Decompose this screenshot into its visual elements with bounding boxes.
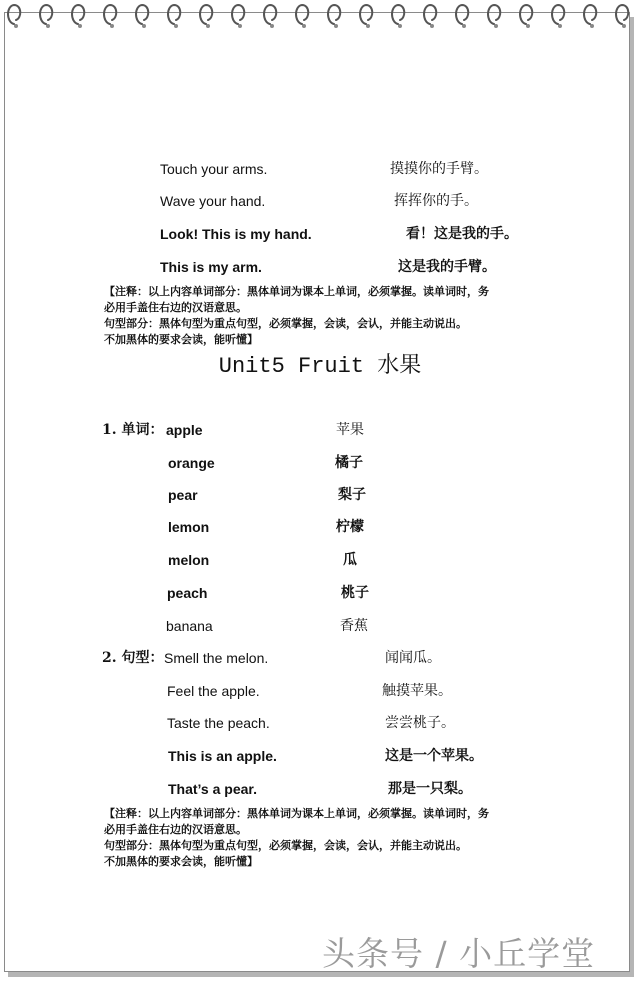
note-line: 不加黑体的要求会读，能听懂】 (104, 855, 258, 868)
sentence-en: Taste the peach. (167, 715, 270, 731)
sentence-en: Smell the melon. (164, 650, 269, 666)
phrase-en: Wave your hand. (160, 193, 266, 209)
word-en: orange (168, 455, 215, 471)
phrase-en: Touch your arms. (160, 161, 268, 177)
sentence-zh: 闻闻瓜。 (385, 650, 441, 666)
phrase-zh: 挥挥你的手。 (394, 193, 478, 209)
word-zh: 香蕉 (340, 618, 368, 634)
word-zh: 橘子 (335, 455, 363, 471)
sentence-zh: 触摸苹果。 (382, 683, 452, 699)
sentence-en: This is an apple. (168, 748, 277, 764)
word-en: peach (167, 585, 208, 601)
sentences-label: 2. 句型： (102, 650, 164, 666)
note-line: 必用手盖住右边的汉语意思。 (104, 301, 247, 314)
note-line: 【注释：以上内容单词部分：黑体单词为课本上单词，必须掌握。读单词时，务 (104, 285, 489, 298)
sentence-en: Feel the apple. (167, 683, 260, 699)
word-en: pear (168, 487, 198, 503)
sentence-en: That’s a pear. (168, 781, 257, 797)
watermark: 头条号 / 小丘学堂 (322, 934, 596, 973)
note-line: 句型部分：黑体句型为重点句型，必须掌握，会读，会认，并能主动说出。 (104, 839, 467, 852)
phrase-zh: 摸摸你的手臂。 (390, 161, 488, 177)
word-en: apple (166, 422, 203, 438)
phrase-en: Look! This is my hand. (160, 226, 312, 242)
word-en: melon (168, 552, 210, 568)
phrase-zh: 这是我的手臂。 (398, 259, 496, 275)
word-en: lemon (168, 519, 210, 535)
word-zh: 苹果 (336, 422, 364, 438)
note-line: 必用手盖住右边的汉语意思。 (104, 823, 247, 836)
phrase-zh: 看！这是我的手。 (406, 226, 518, 242)
word-zh: 梨子 (338, 487, 366, 503)
words-label: 1. 单词： (102, 422, 164, 438)
sentence-zh: 尝尝桃子。 (385, 715, 455, 731)
notebook-page (4, 12, 630, 972)
spiral-binding (0, 0, 640, 34)
note-line: 句型部分：黑体句型为重点句型，必须掌握，会读，会认，并能主动说出。 (104, 317, 467, 330)
word-zh: 桃子 (341, 585, 369, 601)
sentence-zh: 那是一只梨。 (388, 781, 472, 797)
phrase-en: This is my arm. (160, 259, 262, 275)
word-zh: 瓜 (343, 552, 357, 568)
word-zh: 柠檬 (336, 519, 364, 535)
word-en: banana (166, 618, 213, 634)
note-line: 不加黑体的要求会读，能听懂】 (104, 333, 258, 346)
unit-title: Unit5 Fruit 水果 (218, 354, 422, 379)
sentence-zh: 这是一个苹果。 (385, 748, 483, 764)
note-line: 【注释：以上内容单词部分：黑体单词为课本上单词，必须掌握。读单词时，务 (104, 807, 489, 820)
